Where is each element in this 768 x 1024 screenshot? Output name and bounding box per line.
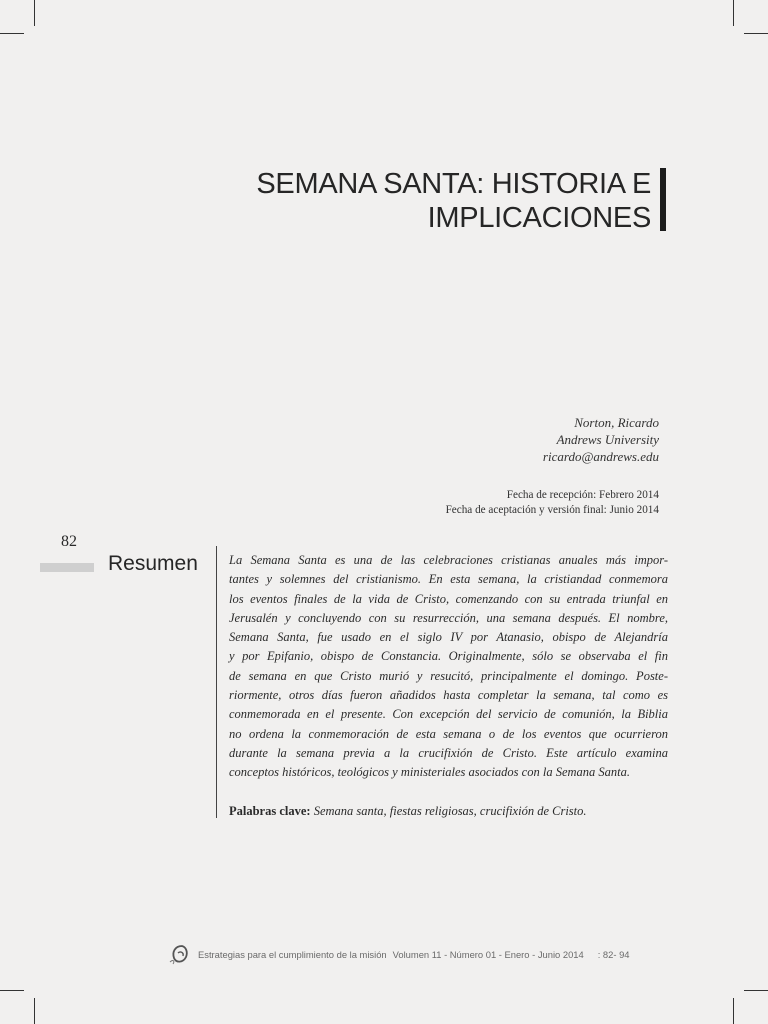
abstract-line: Jerusalén y concluyendo con su resurrección, una semana después. El nombre, <box>229 610 668 625</box>
crop-mark <box>733 998 734 1024</box>
received-date: Fecha de recepción: Febrero 2014 <box>506 489 659 501</box>
crop-mark <box>744 33 768 34</box>
author-name: Norton, Ricardo <box>574 415 659 430</box>
abstract-heading: Resumen <box>108 552 198 575</box>
article-title-line: SEMANA SANTA: HISTORIA E <box>256 168 651 200</box>
footer-issue: Volumen 11 - Número 01 - Enero - Junio 2014 <box>392 948 584 960</box>
article-title <box>256 167 651 235</box>
section-marker-bar <box>40 563 94 572</box>
crop-mark <box>0 990 24 991</box>
abstract-line: La Semana Santa es una de las celebraciones cristianas anuales más impor- <box>229 553 668 567</box>
author-affiliation: Andrews University <box>556 432 659 447</box>
abstract-line: tantes y solemnes del cristianismo. En esta semana, la cristiandad conmemora <box>229 572 668 587</box>
journal-logo-icon <box>168 943 192 965</box>
abstract-text <box>229 551 668 783</box>
author-block <box>543 414 659 465</box>
abstract-line: conmemorada en el presente. Con excepción del servicio de comunión, la Biblia <box>229 707 668 722</box>
crop-mark <box>744 990 768 991</box>
article-title-line: IMPLICACIONES <box>427 202 651 234</box>
abstract-line: durante la semana previa a la crucifixión de Cristo. Este artículo examina <box>229 745 668 760</box>
footer-pages: : 82- 94 <box>597 948 630 960</box>
keywords-list: Semana santa, fiestas religiosas, crucifixión de Cristo. <box>313 804 587 818</box>
crop-mark <box>34 998 35 1024</box>
abstract-line: no ordena la conmemoración de esta semana o de los eventos que ocurrieron <box>229 726 668 741</box>
crop-mark <box>34 0 35 26</box>
title-accent-bar <box>660 168 666 231</box>
author-email: ricardo@andrews.edu <box>542 449 659 464</box>
abstract-line: conceptos históricos, teológicos y ministeriales asociados con la Semana Santa. <box>229 765 630 780</box>
crop-mark <box>733 0 734 26</box>
keywords <box>229 802 669 821</box>
dates-block <box>446 488 659 517</box>
page-number: 82 <box>61 533 77 550</box>
abstract-line: los eventos finales de la vida de Cristo, comenzando con su entrada triunfal en <box>229 591 668 606</box>
crop-mark <box>0 33 24 34</box>
keywords-label: Palabras clave: <box>229 804 311 818</box>
abstract-line: de semana en que Cristo murió y resucitó, principalmente el domingo. Poste- <box>229 668 668 683</box>
abstract-divider <box>216 546 217 818</box>
footer-journal: Estrategias para el cumplimiento de la misión <box>198 948 387 960</box>
accepted-date: Fecha de aceptación y versión final: Junio 2014 <box>445 503 659 516</box>
page-footer <box>168 943 630 965</box>
abstract-line: Semana Santa, fue usado en el siglo IV por Atanasio, obispo de Alejandría <box>229 630 668 645</box>
abstract-line: riormente, otros días fueron añadidos hasta completar la semana, tal como es <box>229 688 668 703</box>
abstract-line: y por Epifanio, obispo de Constancia. Originalmente, sólo se observaba el fin <box>229 649 668 664</box>
